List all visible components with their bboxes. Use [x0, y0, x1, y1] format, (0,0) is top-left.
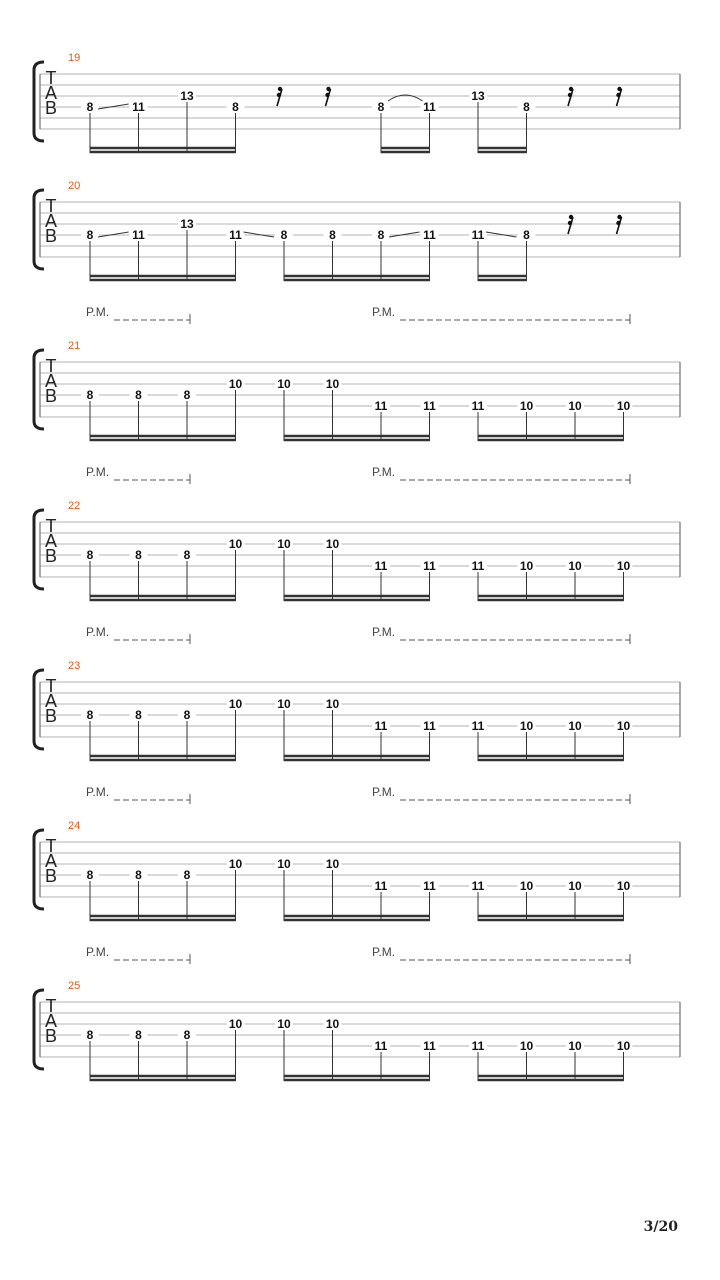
- rest-flag: [326, 87, 330, 91]
- fret-number: 11: [423, 100, 436, 114]
- fret-number: 8: [86, 100, 94, 114]
- fret-number: 13: [180, 217, 194, 231]
- fret-number: 10: [277, 857, 291, 871]
- palm-mute-label: P.M.: [86, 465, 110, 479]
- fret-number: 10: [228, 377, 243, 391]
- tab-clef-letter: T: [45, 196, 57, 216]
- fret-number: 8: [135, 868, 142, 882]
- tab-clef-letter: A: [44, 211, 58, 231]
- fret-number: 8: [183, 548, 191, 562]
- palm-mute-label: P.M.: [372, 945, 396, 959]
- fret-number: 11: [423, 559, 436, 573]
- fret-number: 8: [183, 1028, 191, 1042]
- fret-number: 10: [519, 559, 534, 573]
- fret-number: 8: [135, 548, 142, 562]
- rest-flag: [277, 93, 281, 97]
- rest-flag: [616, 221, 620, 225]
- fret-number: 11: [132, 100, 145, 114]
- tab-clef-letter: A: [44, 1011, 58, 1031]
- fret-number: 11: [229, 228, 242, 242]
- fret-number: 10: [277, 537, 291, 551]
- tab-clef-letter: A: [44, 691, 58, 711]
- fret-number: 11: [423, 719, 436, 733]
- fret-number: 11: [132, 228, 145, 242]
- fret-number: 13: [180, 89, 194, 103]
- fret-number: 10: [325, 1017, 340, 1031]
- fret-number: 10: [519, 879, 534, 893]
- fret-number: 10: [616, 1039, 631, 1053]
- fret-number: 8: [280, 228, 288, 242]
- rest-stem: [617, 217, 622, 234]
- rest-stem: [326, 89, 331, 106]
- fret-number: 10: [228, 857, 243, 871]
- fret-number: 10: [616, 399, 631, 413]
- fret-number: 10: [325, 537, 340, 551]
- page-indicator: 3/20: [643, 1219, 678, 1235]
- tab-clef-letter: B: [44, 866, 58, 886]
- tab-clef-letter: T: [45, 516, 57, 536]
- fret-number: 10: [616, 879, 631, 893]
- bar-number: 19: [68, 52, 81, 64]
- fret-number: 11: [374, 719, 388, 733]
- tab-clef-letter: B: [44, 98, 58, 118]
- fret-number: 10: [568, 559, 582, 573]
- fret-number: 11: [423, 228, 436, 242]
- fret-number: 8: [135, 1028, 142, 1042]
- fret-number: 8: [86, 708, 94, 722]
- fret-number: 11: [374, 559, 388, 573]
- palm-mute-label: P.M.: [372, 625, 396, 639]
- rest-flag: [617, 215, 621, 219]
- rest-stem: [568, 89, 573, 106]
- fret-number: 8: [86, 228, 94, 242]
- fret-number: 10: [568, 879, 582, 893]
- fret-number: 8: [183, 708, 191, 722]
- fret-number: 10: [228, 537, 243, 551]
- fret-number: 11: [374, 1039, 388, 1053]
- tab-clef-letter: A: [44, 371, 58, 391]
- tab-clef-letter: T: [45, 68, 57, 88]
- fret-number: 10: [519, 399, 534, 413]
- fret-number: 11: [423, 1039, 436, 1053]
- fret-number: 10: [277, 1017, 291, 1031]
- fret-number: 8: [183, 388, 191, 402]
- fret-number: 10: [568, 1039, 582, 1053]
- rest-flag: [568, 93, 572, 97]
- fret-number: 8: [232, 100, 239, 114]
- fret-number: 10: [616, 719, 631, 733]
- fret-number: 11: [471, 559, 485, 573]
- fret-number: 8: [377, 100, 385, 114]
- fret-number: 11: [471, 719, 485, 733]
- fret-number: 8: [86, 388, 94, 402]
- fret-number: 11: [374, 399, 388, 413]
- fret-number: 10: [228, 697, 243, 711]
- palm-mute-label: P.M.: [372, 305, 396, 319]
- fret-number: 8: [86, 1028, 94, 1042]
- fret-number: 10: [277, 377, 291, 391]
- palm-mute-label: P.M.: [86, 785, 110, 799]
- palm-mute-label: P.M.: [372, 785, 396, 799]
- fret-number: 10: [568, 399, 582, 413]
- fret-number: 8: [377, 228, 385, 242]
- bar-number: 23: [68, 660, 81, 672]
- tab-clef-letter: T: [45, 836, 57, 856]
- fret-number: 11: [423, 399, 436, 413]
- bar-number: 25: [68, 980, 81, 992]
- rest-flag: [569, 87, 573, 91]
- fret-number: 10: [568, 719, 582, 733]
- fret-number: 10: [519, 719, 534, 733]
- tab-clef-letter: B: [44, 1026, 58, 1046]
- tab-clef-letter: A: [44, 851, 58, 871]
- staff-system-25: [34, 945, 680, 1081]
- fret-number: 10: [277, 697, 291, 711]
- rest-flag: [569, 215, 573, 219]
- tab-clef-letter: B: [44, 386, 58, 406]
- fret-number: 10: [325, 377, 340, 391]
- fret-number: 11: [471, 879, 485, 893]
- bar-number: 21: [68, 340, 81, 352]
- palm-mute-label: P.M.: [372, 465, 396, 479]
- fret-number: 11: [374, 879, 388, 893]
- rest-flag: [617, 87, 621, 91]
- fret-number: 11: [471, 228, 485, 242]
- slide: [244, 232, 275, 237]
- slide: [98, 104, 129, 109]
- fret-number: 8: [523, 100, 530, 114]
- rest-flag: [616, 93, 620, 97]
- bar-number: 22: [68, 500, 81, 512]
- tab-clef-letter: A: [44, 531, 58, 551]
- fret-number: 8: [329, 228, 336, 242]
- rest-stem: [568, 217, 573, 234]
- staff-system-23: [34, 625, 680, 761]
- tab-clef-letter: B: [44, 546, 58, 566]
- staff-system-22: [34, 465, 680, 601]
- palm-mute-label: P.M.: [86, 625, 110, 639]
- palm-mute-label: P.M.: [86, 945, 110, 959]
- fret-number: 13: [471, 89, 485, 103]
- fret-number: 8: [86, 548, 94, 562]
- fret-number: 8: [135, 708, 142, 722]
- staff-system-19: [34, 52, 680, 153]
- tab-clef-letter: T: [45, 996, 57, 1016]
- fret-number: 8: [135, 388, 142, 402]
- staff-system-24: [34, 785, 680, 921]
- fret-number: 11: [423, 879, 436, 893]
- fret-number: 8: [523, 228, 530, 242]
- rest-flag: [278, 87, 282, 91]
- rest-stem: [277, 89, 282, 106]
- fret-number: 10: [616, 559, 631, 573]
- fret-number: 10: [519, 1039, 534, 1053]
- rest-flag: [325, 93, 329, 97]
- staff-system-21: [34, 305, 680, 441]
- fret-number: 8: [86, 868, 94, 882]
- fret-number: 10: [228, 1017, 243, 1031]
- fret-number: 11: [471, 1039, 485, 1053]
- fret-number: 11: [471, 399, 485, 413]
- slide: [486, 232, 517, 237]
- fret-number: 10: [325, 857, 340, 871]
- tab-clef-letter: T: [45, 676, 57, 696]
- tab-clef-letter: T: [45, 356, 57, 376]
- palm-mute-label: P.M.: [86, 305, 110, 319]
- tab-clef-letter: A: [44, 83, 58, 103]
- bar-number: 20: [68, 180, 81, 192]
- staff-system-20: [34, 180, 680, 281]
- rest-stem: [617, 89, 622, 106]
- tab-clef-letter: B: [44, 706, 58, 726]
- slide: [389, 232, 420, 237]
- bar-number: 24: [68, 820, 81, 832]
- fret-number: 10: [325, 697, 340, 711]
- slide: [98, 232, 129, 237]
- tab-clef-letter: B: [44, 226, 58, 246]
- rest-flag: [568, 221, 572, 225]
- fret-number: 8: [183, 868, 191, 882]
